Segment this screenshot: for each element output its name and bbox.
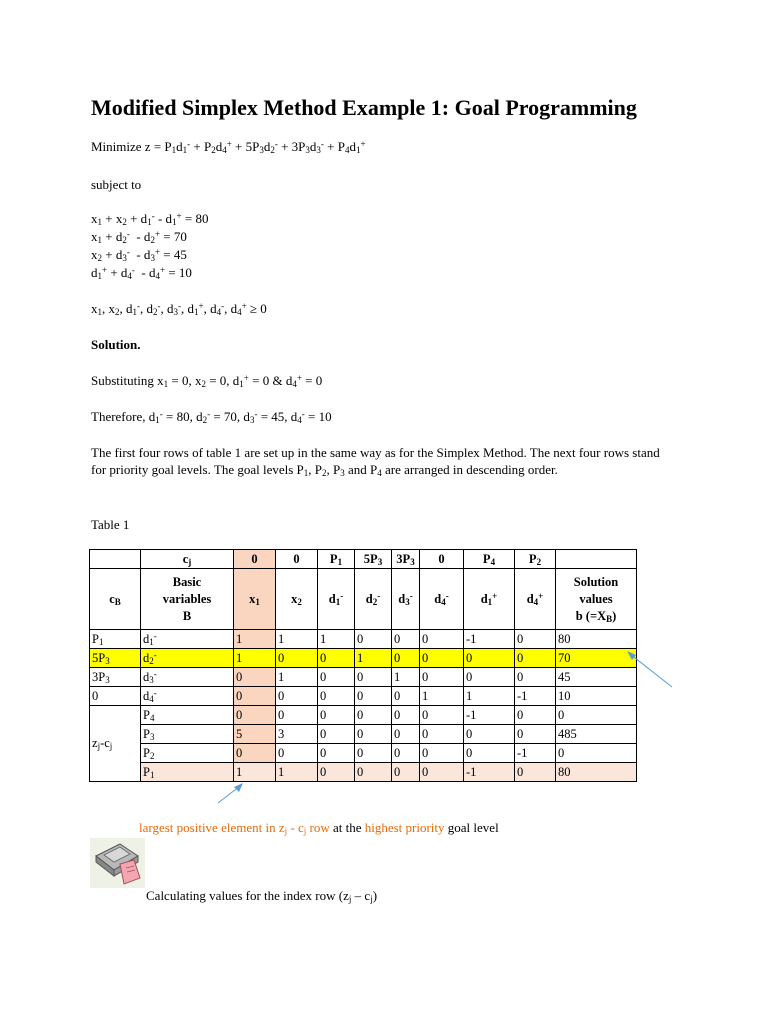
cb-header: $c_B$: [90, 569, 141, 630]
explanation-paragraph: The first four rows of table 1 are set up in the same way as for the Simplex Method. The next four rows stand for priority goal levels. The goal levels $P_1$, $P_2$, $P_3$ and $P_4$ are arranged in descending order.: [91, 445, 660, 478]
basic-cell: $P_4$: [141, 706, 234, 725]
d4p-header: $d_4^+$: [515, 569, 556, 630]
d4m-header: $d_4^-$: [420, 569, 464, 630]
index-row-p3: $P_3$ 5 3 0 0 0 0 0 0 485: [90, 725, 637, 744]
key-column-element: 1: [234, 763, 276, 782]
therefore-line: Therefore, $d_1^- = 80$, $d_2^- = 70$, $d_3^- = 45$, $d_4^- = 10$: [91, 409, 332, 425]
key-column-arrowhead: [234, 783, 243, 792]
index-row-p1: $P_1$ 1 1 0 0 0 0 -1 0 80: [90, 763, 637, 782]
clipboard-calculator-icon: [90, 838, 145, 888]
basic-cell: $P_1$: [141, 763, 234, 782]
solution-heading: Solution.: [91, 337, 141, 352]
pivot-row: $5P_3$ $d_2^-$ 1 0 0 1 0 0 0 0 70: [90, 649, 637, 668]
table-row: $3P_3$ $d_3^-$ 0 1 0 0 1 0 0 0 45: [90, 668, 637, 687]
pivot-element: 1: [234, 649, 276, 668]
cb-cell: $3P_3$: [90, 668, 141, 687]
basic-variables-header: Basic variables B: [141, 569, 234, 630]
substitution-line: Substituting $x_1 = 0$, $x_2 = 0$, $d_1^+ = 0$ & $d_4^+ = 0$: [91, 373, 323, 389]
page-title: Modified Simplex Method Example 1: Goal Programming: [91, 95, 637, 120]
d2m-header: $d_2^-$: [355, 569, 392, 630]
subject-to-label: subject to: [91, 177, 142, 192]
cj-d4m: 0: [420, 550, 464, 569]
cj-row: [90, 550, 637, 569]
constraint-4: $d_1^+ + d_4^- - d_4^+ = 10$: [91, 265, 192, 281]
d1m-header: $d_1^-$: [318, 569, 355, 630]
cj-d3m: $3P_3$: [392, 550, 420, 569]
d3m-header: $d_3^-$: [392, 569, 420, 630]
index-row-p2: $P_2$ 0 0 0 0 0 0 0 -1 0: [90, 744, 637, 763]
header-row: [90, 569, 637, 630]
table-row: $P_1$ $d_1^-$ 1 1 1 0 0 0 -1 0 80: [90, 630, 637, 649]
cj-x2: 0: [276, 550, 318, 569]
cb-cell: 0: [90, 687, 141, 706]
table-row: 0 $d_4^-$ 0 0 0 0 0 1 1 -1 10: [90, 687, 637, 706]
cj-d4p: $P_2$: [515, 550, 556, 569]
d1p-header: $d_1^+$: [464, 569, 515, 630]
constraint-3: $x_2 + d_3^- - d_3^+ = 45$: [91, 247, 187, 263]
objective-function: Minimize $z = P_1d_1^- + P_2d_4^+ + 5P_3d_2^- + 3P_3d_3^- + P_4d_1^+$: [91, 139, 366, 155]
solution-values-header: Solution values b $(=X_B)$: [556, 569, 637, 630]
index-row-caption: Calculating values for the index row $(z_j - c_j)$: [146, 888, 378, 904]
cj-d2m: $5P_3$: [355, 550, 392, 569]
x2-header: $x_2$: [276, 569, 318, 630]
cj-x1: 0: [234, 550, 276, 569]
cb-cell: $5P_3$: [90, 649, 141, 668]
basic-cell: $P_2$: [141, 744, 234, 763]
cj-label: $c_j$: [141, 550, 234, 569]
simplex-table: [89, 549, 637, 782]
basic-cell: $d_1^-$: [141, 630, 234, 649]
basic-cell: $d_4^-$: [141, 687, 234, 706]
table-caption: Table 1: [91, 517, 130, 532]
key-column-note: largest positive element in $z_j - c_j$ row at the highest priority goal level: [139, 820, 499, 836]
cj-d1m: $P_1$: [318, 550, 355, 569]
non-negativity-constraint: $x_1$, $x_2$, $d_1^-$, $d_2^-$, $d_3^-$, $d_1^+$, $d_4^-$, $d_4^+ \ge 0$: [91, 301, 267, 317]
basic-cell: $d_3^-$: [141, 668, 234, 687]
constraint-1: $x_1 + x_2 + d_1^- - d_1^+ = 80$: [91, 211, 209, 227]
basic-cell: $P_3$: [141, 725, 234, 744]
index-row-p4: $z_j-c_j$ $P_4$ 0 0 0 0 0 0 -1 0 0: [90, 706, 637, 725]
cb-cell: $P_1$: [90, 630, 141, 649]
cj-d1p: $P_4$: [464, 550, 515, 569]
zj-cj-label: $z_j-c_j$: [90, 706, 141, 782]
basic-cell: $d_2^-$: [141, 649, 234, 668]
key-column-arrow: [218, 786, 240, 803]
x1-header: $x_1$: [234, 569, 276, 630]
constraint-2: $x_1 + d_2^- - d_2^+ = 70$: [91, 229, 187, 245]
